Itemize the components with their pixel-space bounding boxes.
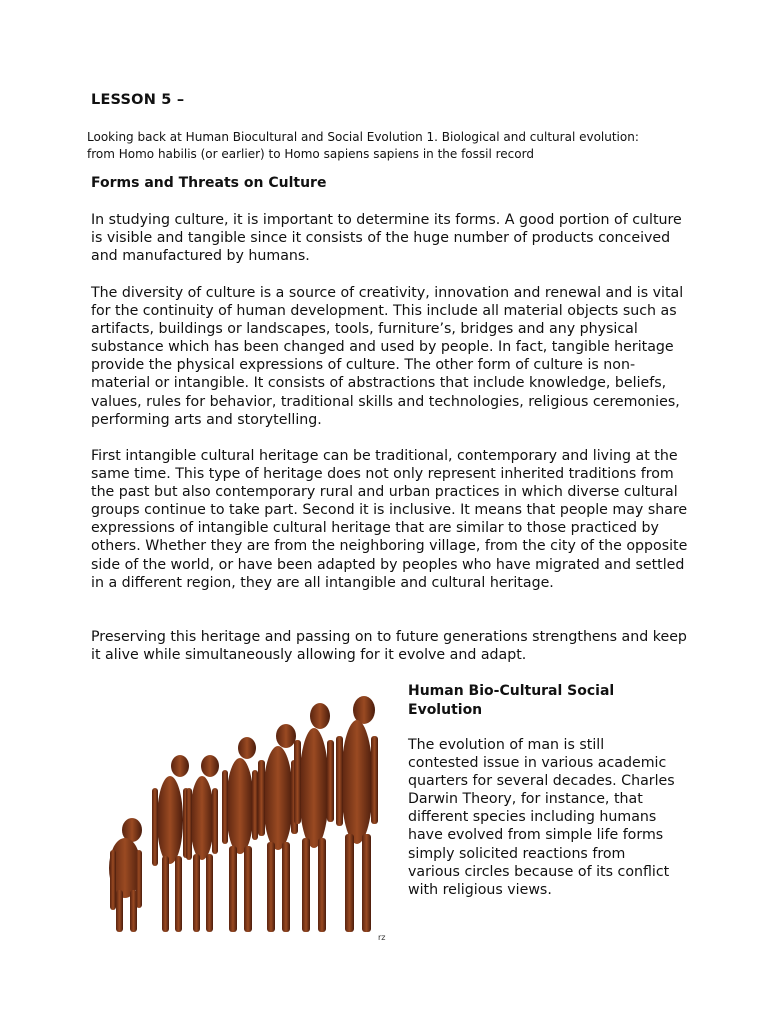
paragraph-preserving: Preserving this heritage and passing on to future generations strengthens and keep it alive while simultaneously allowing for it evolve and adapt.	[91, 629, 687, 664]
section-heading: Forms and Threats on Culture	[91, 175, 327, 191]
lesson-subtitle	[87, 129, 687, 162]
paragraph-forms-intro: In studying culture, it is important to determine its forms. A good portion of culture is visible and tangible since it consists of the huge number of products conceived and manufactured by humans.	[91, 212, 682, 265]
lesson-title: LESSON 5 –	[91, 92, 185, 108]
figure-signature: rz	[378, 933, 386, 942]
subtitle-line-1: Looking back at Human Biocultural and Social Evolution 1. Biological and cultural evolution:	[87, 130, 639, 144]
paragraph-tangible-intangible: The diversity of culture is a source of creativity, innovation and renewal and is vital for the continuity of human development. This include all material objects such as artifacts, buildings or landscapes, tools, furniture’s, bridges and any physical substance which has been changed and used by people. In fact, tangible heritage provide the physical expressions of culture. The other form of culture is non-material or intangible. It consists of abstractions that include knowledge, beliefs, values, rules for behavior, traditional skills and technologies, religious ceremonies, performing arts and storytelling.	[91, 285, 684, 428]
side-heading: Human Bio-Cultural Social Evolution	[408, 683, 615, 718]
paragraph-intangible-heritage: First intangible cultural heritage can be traditional, contemporary and living at the same time. This type of heritage does not only represent inherited traditions from the past but also contemporary rural and urban practices in which diverse cultural groups continue to take part. Second it is inclusive. It means that people may share expressions of intangible cultural heritage that are similar to those practiced by others. Whether they are from the neighboring village, from the city of the opposite side of the world, or have been adapted by peoples who have migrated and settled in a different region, they are all intangible and cultural heritage.	[91, 448, 688, 591]
subtitle-line-2: from Homo habilis (or earlier) to Homo sapiens sapiens in the fossil record	[87, 146, 534, 161]
side-paragraph: The evolution of man is still contested issue in various academic quarters for several decades. Charles Darwin Theory, for instance, that different species including humans have evolved from simple life forms simply solicited reactions from various circles because of its conflict with religious views.	[408, 737, 675, 898]
human-evolution-illustration	[92, 678, 398, 958]
